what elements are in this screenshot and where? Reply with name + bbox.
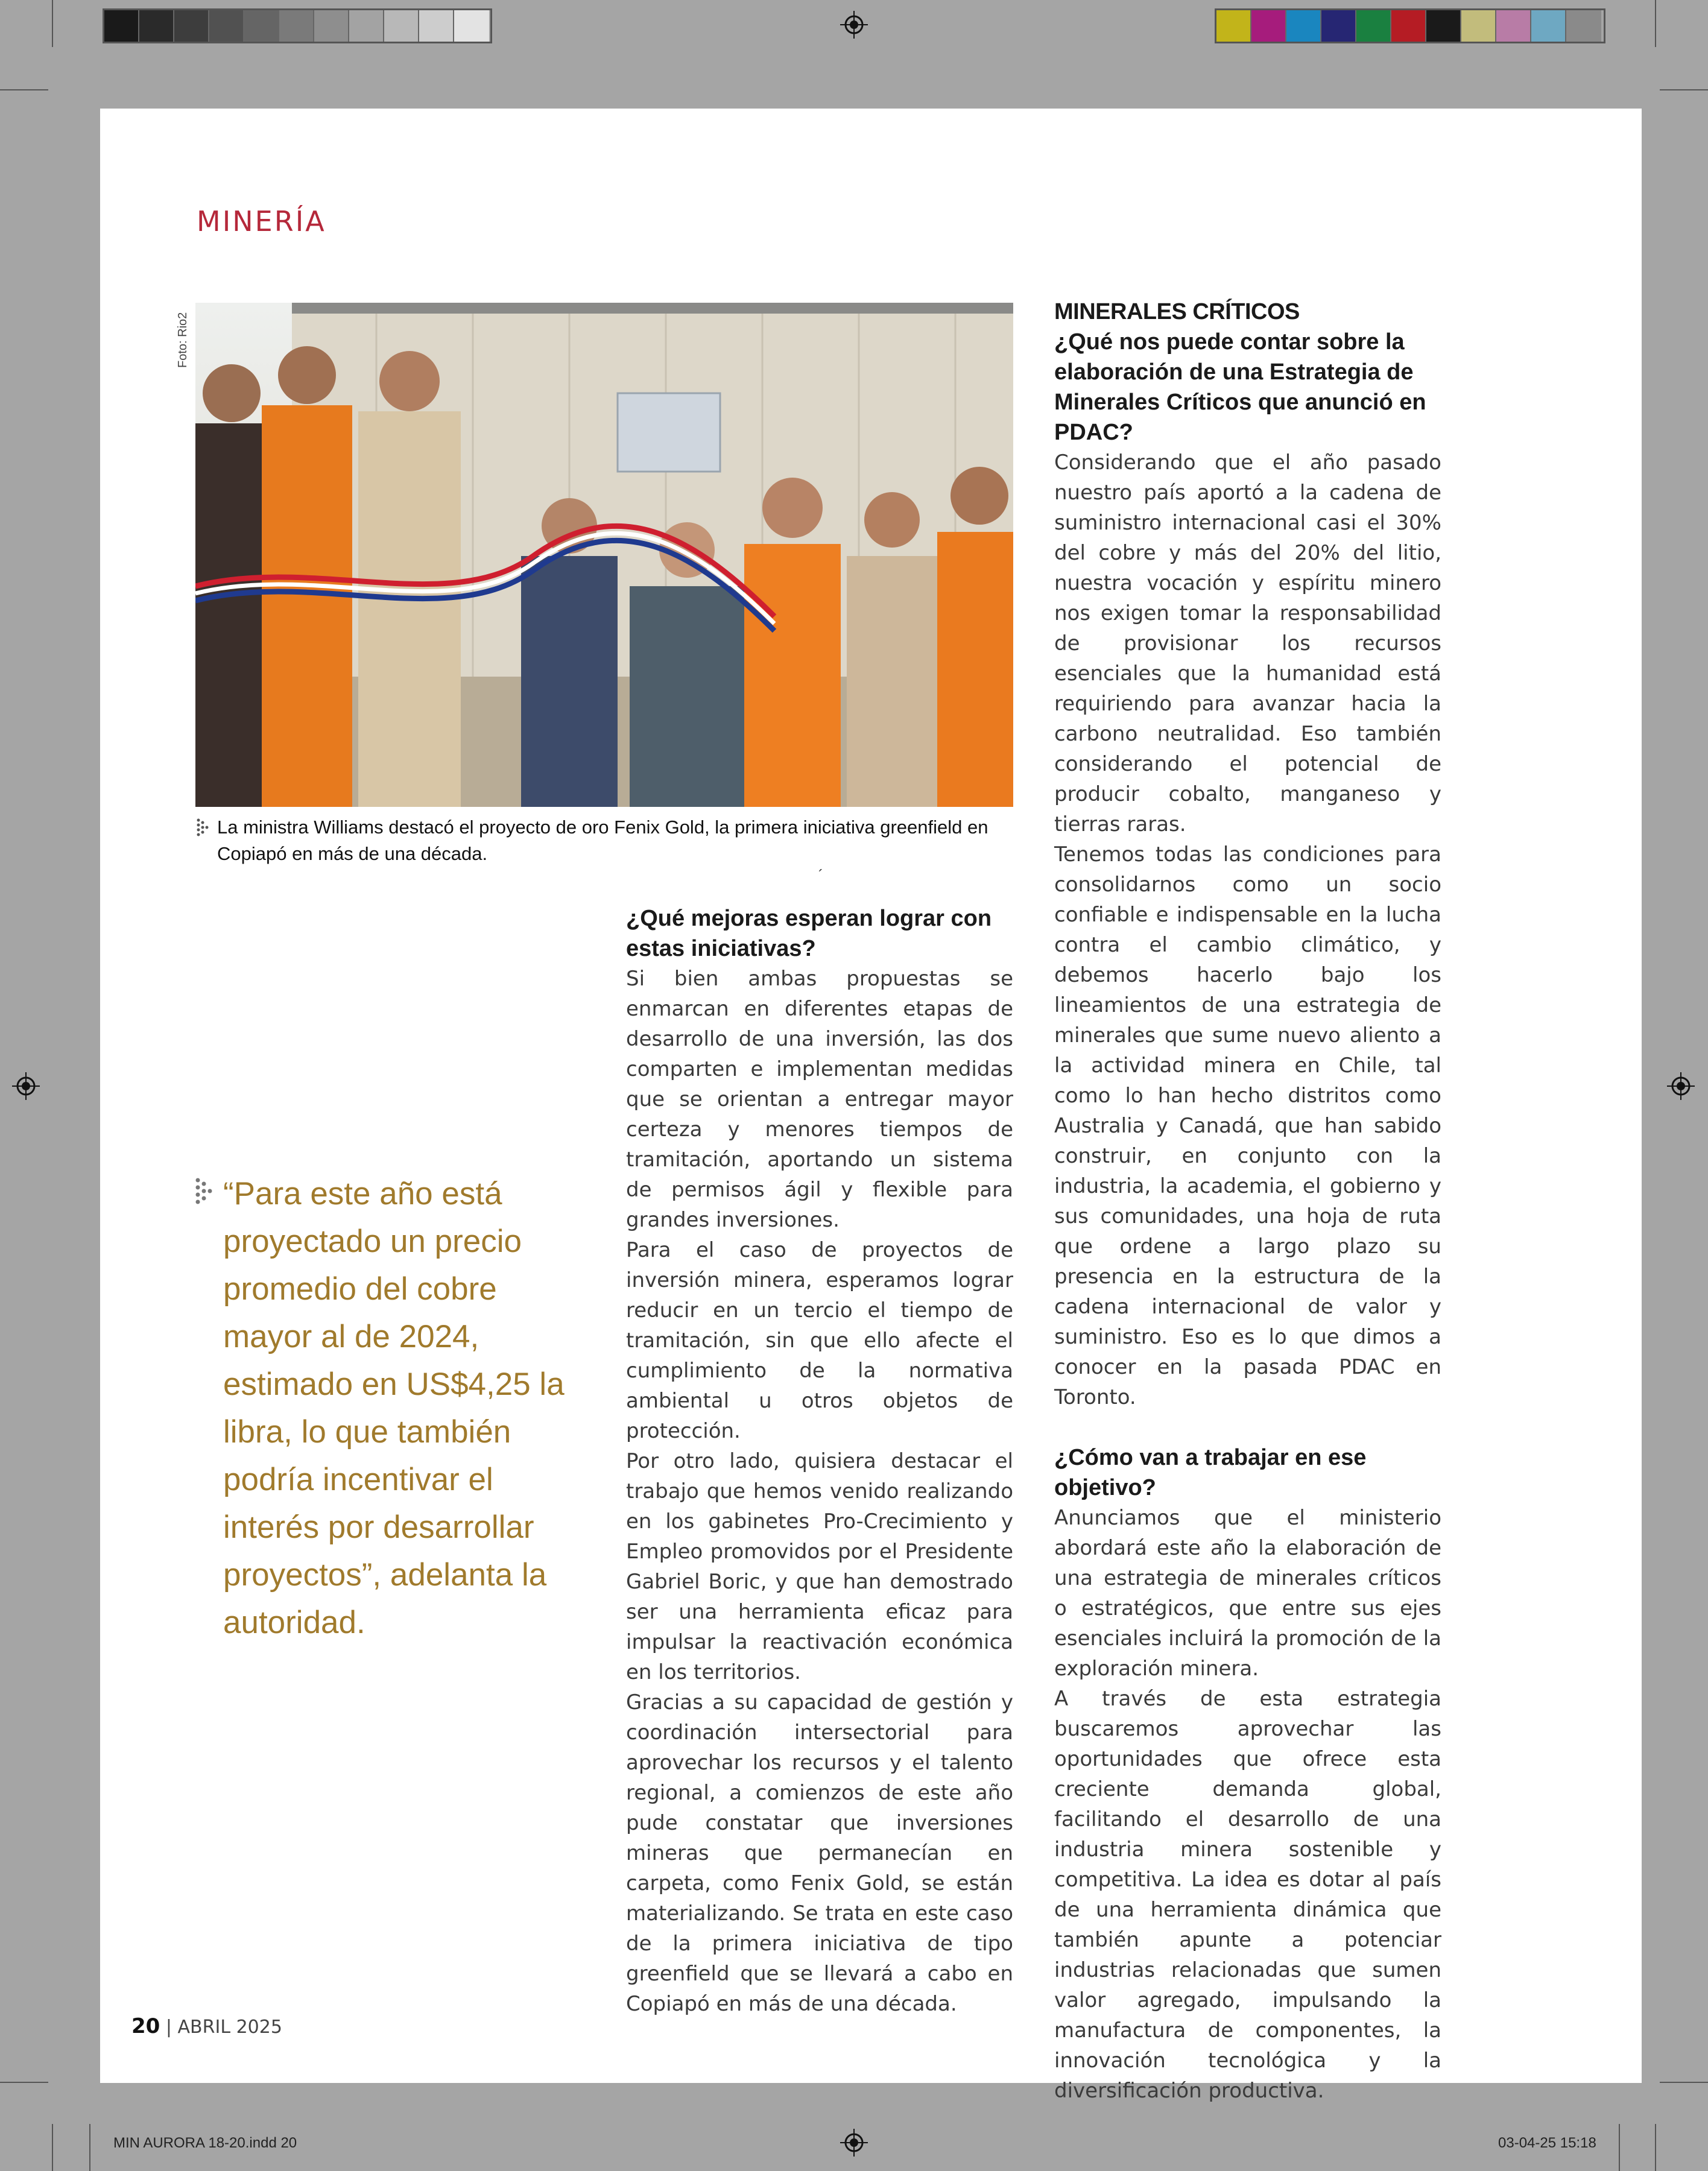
color-swatch xyxy=(1321,10,1356,42)
page-number: 20 xyxy=(131,2014,160,2038)
color-swatch xyxy=(174,10,209,42)
issue-date: ABRIL 2025 xyxy=(177,2017,282,2038)
color-swatch xyxy=(1251,10,1286,42)
color-swatch xyxy=(1356,10,1391,42)
color-swatch xyxy=(1531,10,1566,42)
crop-mark xyxy=(1655,0,1656,47)
process-color-bar xyxy=(1215,8,1605,43)
color-swatch xyxy=(1461,10,1496,42)
question-heading: ¿Qué nos puede contar sobre la elaboración de una Estrategia de Minerales Críticos que anunció en PDAC? xyxy=(1054,329,1426,445)
color-swatch xyxy=(279,10,314,42)
pull-quote xyxy=(195,1170,569,1646)
page-folio xyxy=(131,2014,282,2038)
pull-quote-text: “Para este año está proyectado un precio promedio del cobre mayor al de 2024, estimado en US$4,25 la libra, lo que también podría incentivar el interés por desarrollar proyectos”, adelanta la autoridad. xyxy=(223,1176,565,1640)
ceremony-photo xyxy=(195,303,1013,807)
color-swatch xyxy=(1391,10,1426,42)
article-paragraph: A través de esta estrategia buscaremos aprovechar las oportunidades que ofrece esta creciente demanda global, facilitando el desarrollo de una industria minera sostenible y competitiva. La idea es dotar al país de una herramienta dinámica que también apunte a potenciar industrias relacionadas que sumen valor agregado, impulsando la manufactura de componentes, la innovación tecnológica y la diversificación productiva. xyxy=(1054,1687,1441,2103)
color-swatch xyxy=(1566,10,1601,42)
registration-mark-icon xyxy=(12,1072,40,1100)
crop-mark xyxy=(52,0,53,47)
article-paragraph: Anunciamos que el ministerio abordará este año la elaboración de una estrategia de minerales críticos o estratégicos, que entre sus ejes esenciales incluirá la promoción de la exploración minera. xyxy=(1054,1506,1441,1681)
article-paragraph: Tenemos todas las condiciones para consolidarnos como un socio confiable e indispensable en la lucha contra el cambio climático, y debemos hacerlo bajo los lineamientos de una estrategia de minerales que sume nuevo aliento a la actividad minera en Chile, tal como lo han hecho distritos como Australia y Canadá, que han sabido construir, en conjunto con la industria, la academia, el gobierno y sus comunidades, una hoja de ruta que ordene a largo plazo su presencia en la estructura de la cadena internacional de valor y suministro. Eso es lo que dimos a conocer en la pasada PDAC en Toronto. xyxy=(1054,842,1441,1409)
slug-datetime: 03-04-25 15:18 xyxy=(1498,2135,1596,2151)
color-swatch xyxy=(384,10,419,42)
crop-mark xyxy=(0,89,48,90)
article-paragraph: Por otro lado, quisiera destacar el trabajo que hemos venido realizando en los gabinetes Pro-Crecimiento y Empleo promovidos por el Presidente Gabriel Boric, y que han demostrado ser una herramienta eficaz para impulsar la reactivación económica en los territorios. xyxy=(626,1449,1013,1684)
crop-mark xyxy=(52,2124,53,2171)
color-swatch xyxy=(139,10,174,42)
question-heading: ¿Cómo van a trabajar en ese objetivo? xyxy=(1054,1445,1367,1500)
subsection-kicker: MINERALES CRÍTICOS xyxy=(1054,299,1300,324)
color-swatch xyxy=(1496,10,1531,42)
photo-credit: Foto: Rio2 xyxy=(176,312,189,368)
color-swatch xyxy=(209,10,244,42)
question-heading: ¿Qué mejoras esperan lograr con estas iniciativas? xyxy=(626,906,992,961)
crop-mark xyxy=(1655,2124,1656,2171)
slug-file: MIN AURORA 18-20.indd 20 xyxy=(113,2135,297,2151)
crop-mark xyxy=(1660,2082,1708,2083)
color-swatch xyxy=(244,10,279,42)
article-paragraph: Si bien ambas propuestas se enmarcan en diferentes etapas de desarrollo de una inversión, las dos comparten e implementan medidas que se orientan a entregar mayor certeza y menores tiempos de tramitación, aportando un sistema de permisos ágil y flexible para grandes inversiones. xyxy=(626,967,1013,1232)
gray-color-bar xyxy=(103,8,492,43)
folio-separator: | xyxy=(165,2017,172,2038)
section-title: MINERÍA xyxy=(197,205,326,238)
color-swatch xyxy=(419,10,454,42)
crop-mark xyxy=(89,2124,90,2171)
color-swatch xyxy=(104,10,139,42)
registration-mark-icon xyxy=(1667,1072,1695,1100)
article-paragraph: Gracias a su capacidad de gestión y coordinación intersectorial para aprovechar los recursos y el talento regional, a comienzos de este año pude constatar que inversiones mineras que permanecían en carpeta, como Fenix Gold, se están materializando. Se trata en este caso de la primera iniciativa de tipo greenfield que se llevará a cabo en Copiapó en más de una década. xyxy=(626,1690,1013,2016)
article-paragraph: Para el caso de proyectos de inversión minera, esperamos lograr reducir en un tercio el tiempo de tramitación, sin que ello afecte el cumplimiento de la normativa ambiental u otros objetos de protección. xyxy=(626,1238,1013,1443)
caption-text: La ministra Williams destacó el proyecto de oro Fenix Gold, la primera iniciativa greenfield en Copiapó en más de una década. xyxy=(217,817,988,864)
dotted-bullet-icon xyxy=(197,818,210,837)
article-column-right xyxy=(1054,297,1441,2106)
article-column-middle xyxy=(626,903,1013,2019)
photo-caption xyxy=(197,814,1029,867)
crop-mark xyxy=(1660,89,1708,90)
color-swatch xyxy=(314,10,349,42)
registration-mark-icon xyxy=(840,2129,868,2157)
color-swatch xyxy=(1216,10,1251,42)
crop-mark xyxy=(1619,2124,1620,2171)
dotted-bullet-icon xyxy=(195,1177,212,1210)
crop-mark xyxy=(0,2082,48,2083)
color-swatch xyxy=(1426,10,1461,42)
article-paragraph: Considerando que el año pasado nuestro país aportó a la cadena de suministro internacional casi el 30% del cobre y más del 20% del litio, nuestra vocación y espíritu minero nos exigen tomar la responsabilidad de provisionar los recursos esenciales que la humanidad está requiriendo para avanzar hacia la carbono neutralidad. Eso también considerando el potencial de producir cobalto, manganeso y tierras raras. xyxy=(1054,450,1441,836)
color-swatch xyxy=(349,10,384,42)
color-swatch xyxy=(1286,10,1321,42)
magazine-page xyxy=(100,109,1642,2103)
stray-mark: ´ xyxy=(818,867,823,883)
color-swatch xyxy=(454,10,489,42)
registration-mark-icon xyxy=(840,11,868,39)
